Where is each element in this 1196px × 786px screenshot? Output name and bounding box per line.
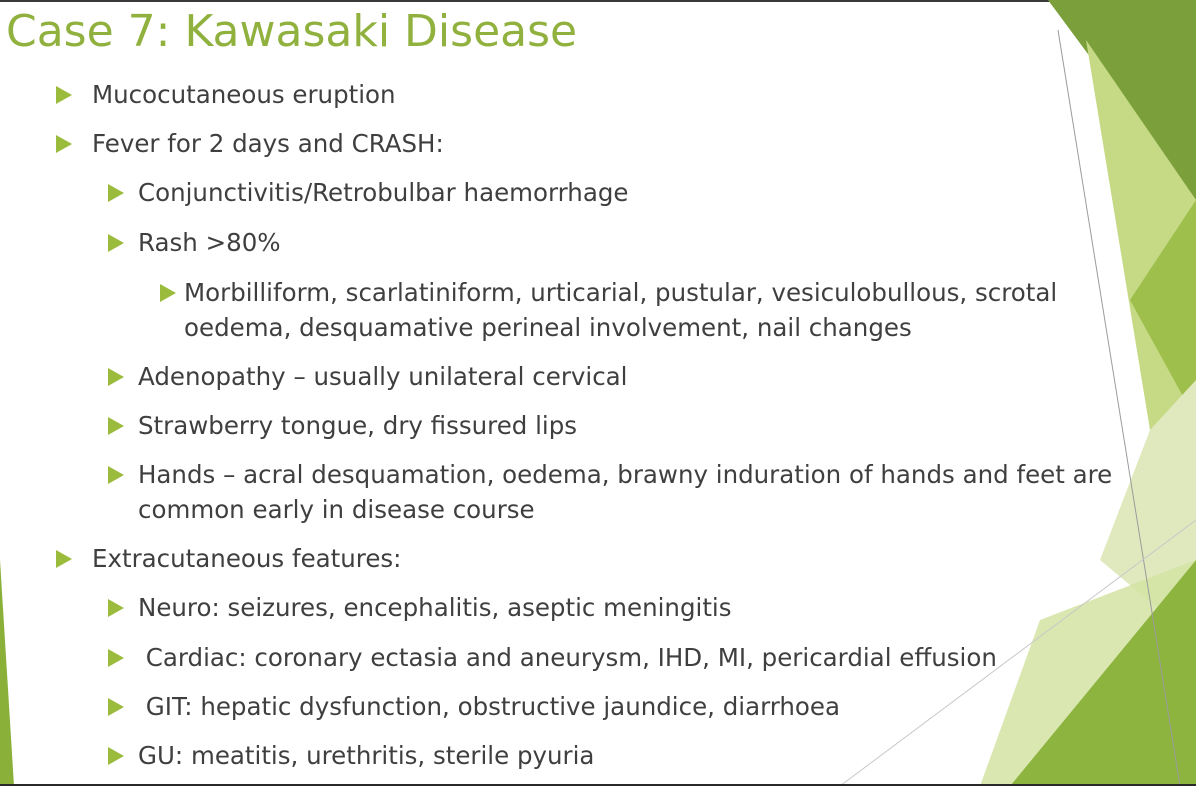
triangle-bullet-icon (108, 599, 124, 617)
bullet-item (138, 689, 1178, 724)
bullet-text: GIT: hepatic dysfunction, obstructive jaundice, diarrhoea (138, 692, 840, 721)
triangle-bullet-icon (108, 234, 124, 252)
triangle-bullet-icon (160, 284, 176, 302)
facet-left-edge (0, 560, 14, 786)
bullet-item (138, 225, 1178, 260)
slide-title: Case 7: Kawasaki Disease (6, 6, 578, 57)
bullet-text: Strawberry tongue, dry fissured lips (138, 411, 578, 440)
bullet-text: Mucocutaneous eruption (92, 80, 396, 109)
bullet-text: Neuro: seizures, encephalitis, aseptic meningitis (138, 593, 732, 622)
triangle-bullet-icon (108, 368, 124, 386)
triangle-bullet-icon (108, 649, 124, 667)
triangle-bullet-icon (56, 135, 72, 153)
bullet-text: Conjunctivitis/Retrobulbar haemorrhage (138, 178, 629, 207)
triangle-bullet-icon (108, 747, 124, 765)
bullet-text: Cardiac: coronary ectasia and aneurysm, IHD, MI, pericardial effusion (138, 643, 997, 672)
bullet-item (138, 738, 1178, 773)
bullet-text: Extracutaneous features: (92, 544, 402, 573)
bullet-text: Fever for 2 days and CRASH: (92, 129, 444, 158)
bullet-item (138, 640, 1178, 675)
bullet-item (92, 126, 1142, 161)
triangle-bullet-icon (56, 550, 72, 568)
bullet-text: Adenopathy – usually unilateral cervical (138, 362, 628, 391)
triangle-bullet-icon (108, 417, 124, 435)
bullet-item (138, 408, 1178, 443)
bullet-text: Rash >80% (138, 228, 281, 257)
triangle-bullet-icon (56, 86, 72, 104)
bullet-text: Hands – acral desquamation, oedema, brawny induration of hands and feet are common early in disease course (138, 460, 1113, 524)
triangle-bullet-icon (108, 184, 124, 202)
bullet-item (92, 77, 1142, 112)
bullet-text: Morbilliform, scarlatiniform, urticarial, pustular, vesiculobullous, scrotal oedema, desquamative perineal involvement, nail changes (184, 278, 1058, 342)
bullet-text: GU: meatitis, urethritis, sterile pyuria (138, 741, 595, 770)
bullet-item (138, 457, 1178, 527)
bullet-item (138, 175, 1178, 210)
triangle-bullet-icon (108, 466, 124, 484)
triangle-bullet-icon (108, 698, 124, 716)
bullet-item (138, 359, 1178, 394)
bullet-item (92, 541, 1142, 576)
bullet-item (138, 590, 1178, 625)
bullet-item (184, 275, 1144, 345)
